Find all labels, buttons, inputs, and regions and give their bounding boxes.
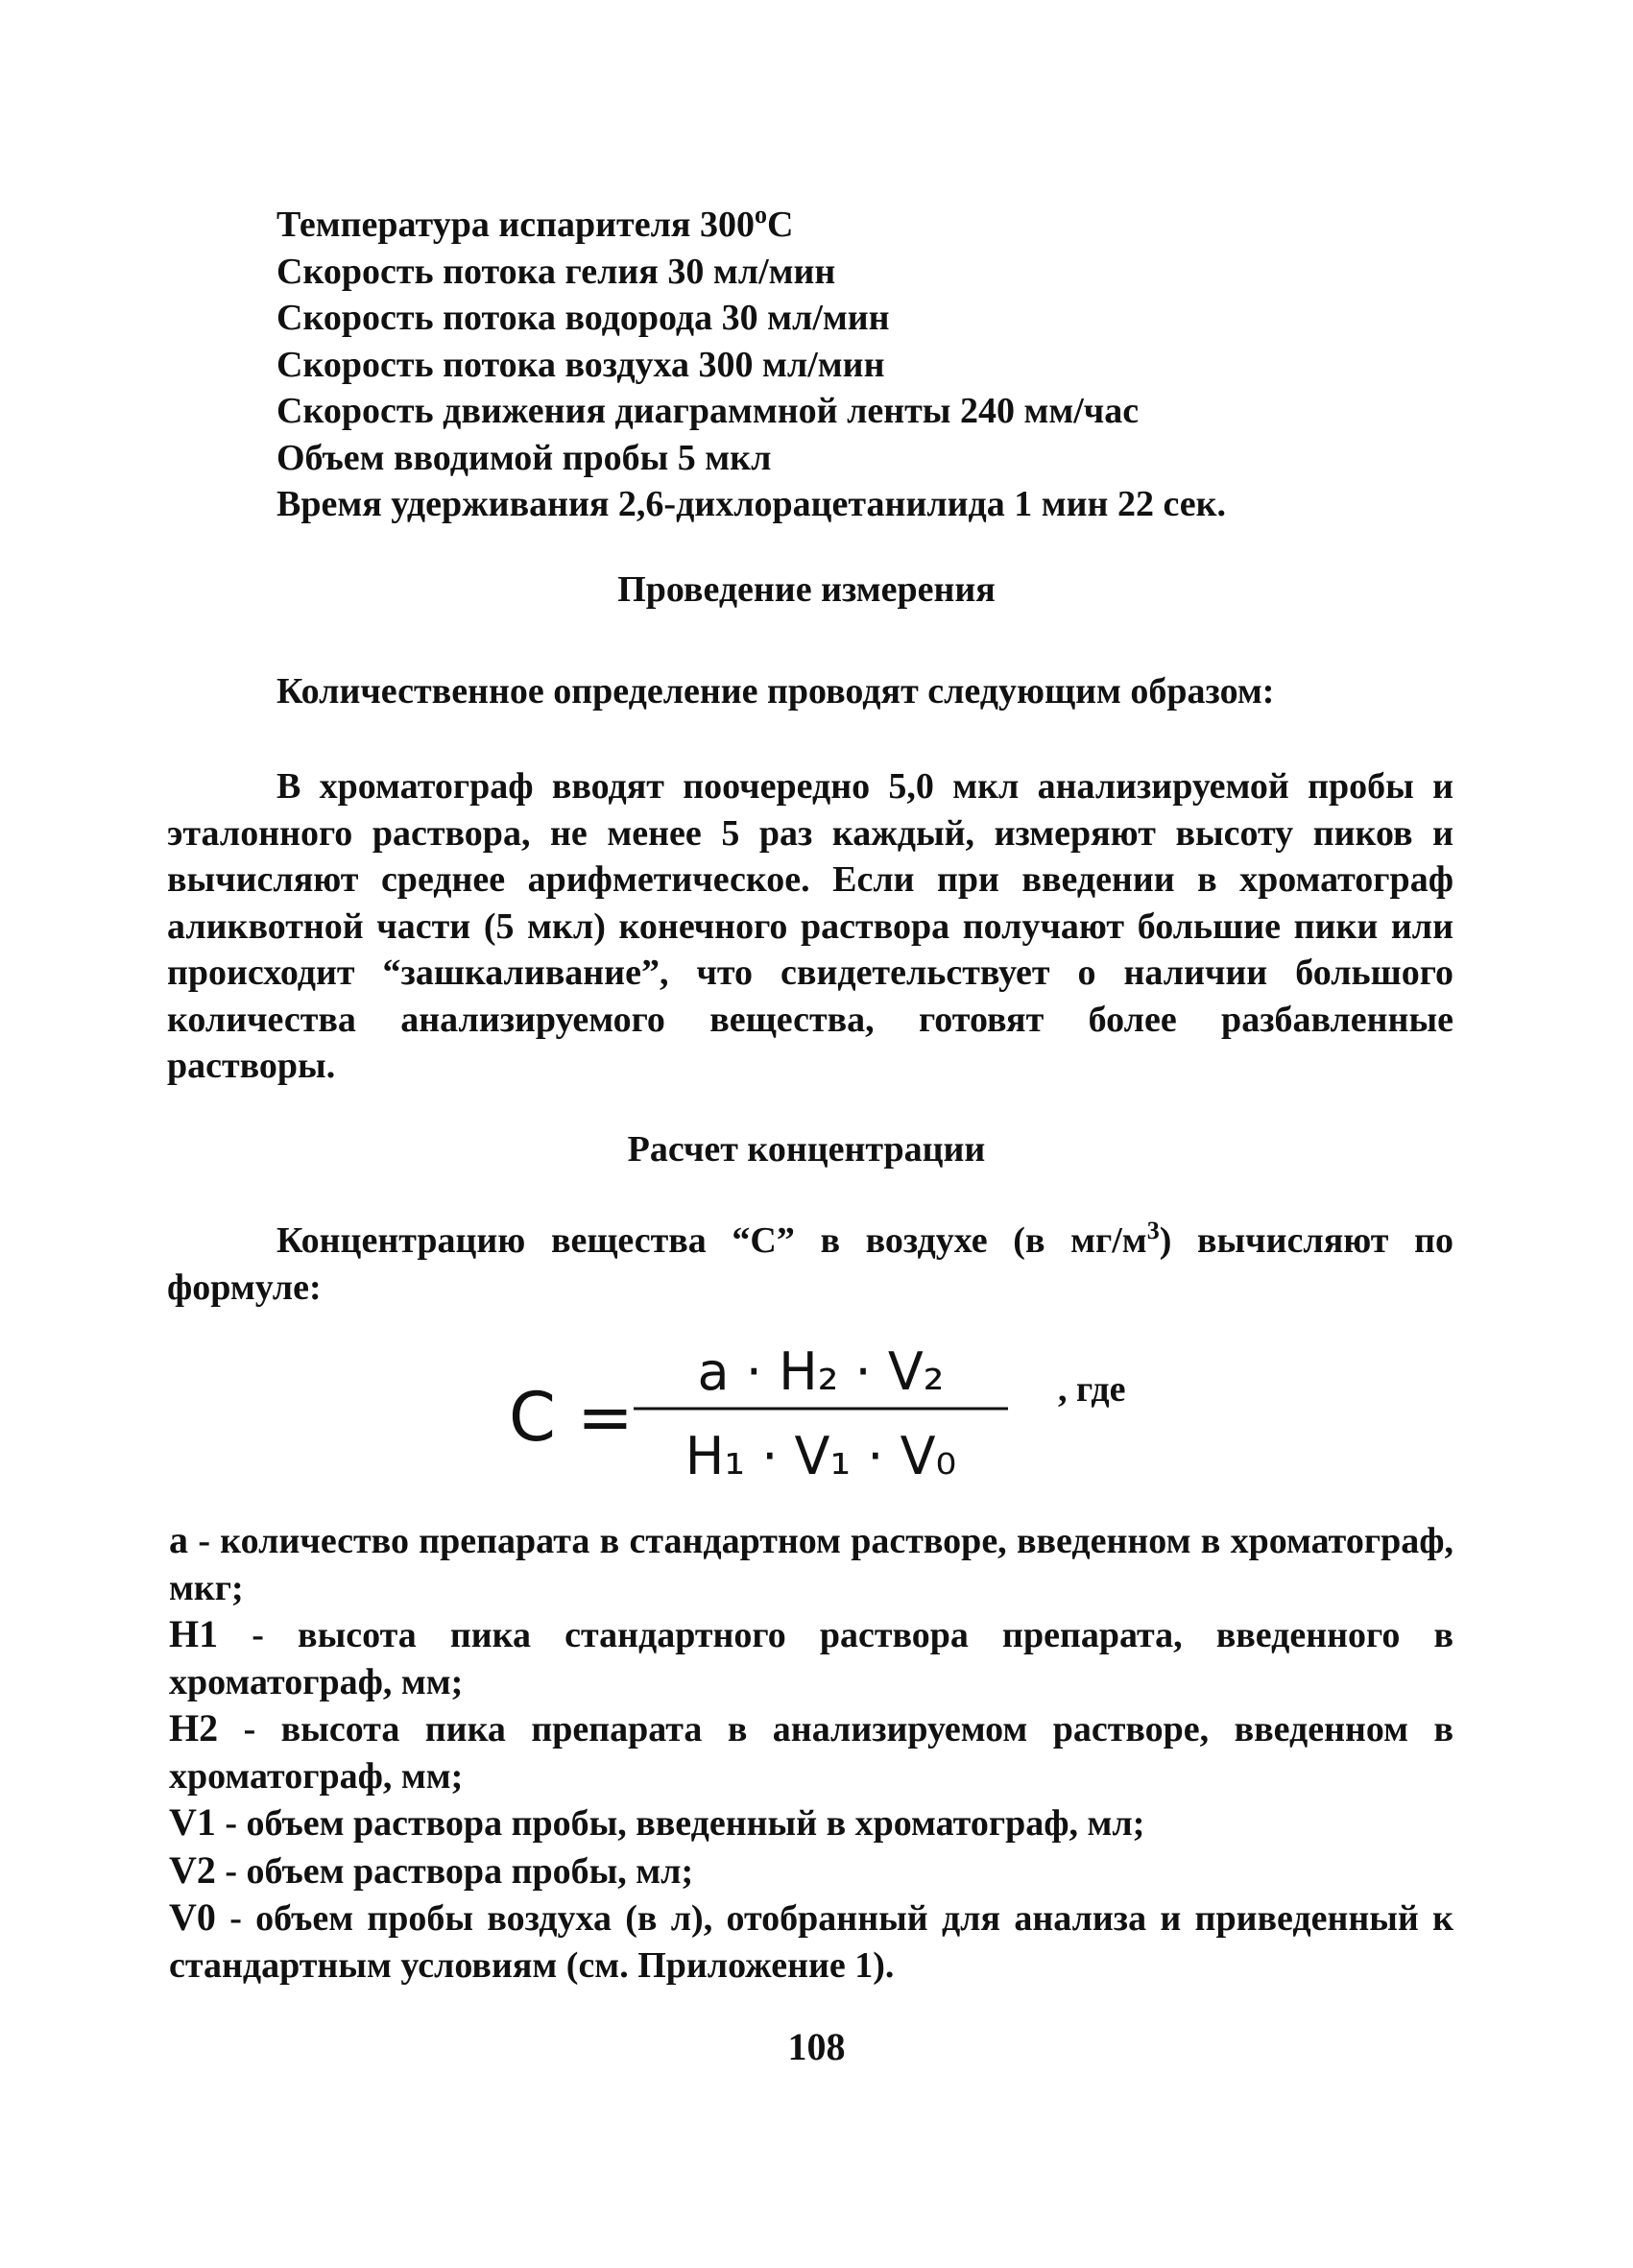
definition-v1	[169, 1799, 1453, 1847]
heading-measurement: Проведение измерения	[617, 569, 996, 610]
definition-symbol: V2	[169, 1847, 216, 1892]
procedure-paragraph: В хроматограф вводят поочередно 5,0 мкл анализируемой пробы и эталонного раствора, не менее 5 раз каждый, измеряют высоту пиков и вычисляют среднее арифметическое. Если при введении в хроматограф аликвотной части (5 мкл) конечного раствора получают большие пики или происходит “зашкаливание”, что свидетельствует о наличии большого количества анализируемого вещества, готовят более разбавленные растворы.	[167, 766, 1453, 1086]
param-line-sample-volume: Объем вводимой пробы 5 мкл	[276, 437, 772, 478]
formula-lhs: C =	[509, 1378, 634, 1457]
definition-text: - объем раствора пробы, мл;	[215, 1850, 694, 1892]
definition-text: - объем пробы воздуха (в л), отобранный для анализа и приведенный к стандартным условиям (см. Приложение 1).	[169, 1898, 1453, 1986]
definition-symbol: Н2	[169, 1706, 219, 1749]
formula-denominator: H₁ · V₁ · V₀	[684, 1426, 957, 1486]
heading-calculation: Расчет концентрации	[627, 1129, 986, 1170]
degree-sup: o	[754, 201, 767, 229]
definition-symbol: а	[169, 1518, 188, 1561]
parameter-list	[276, 202, 1226, 528]
concentration-formula	[499, 1330, 1171, 1493]
param-unit: С	[766, 205, 794, 245]
param-line-chart-speed: Скорость движения диаграммной ленты 240 мм/час	[276, 391, 1140, 431]
param-text: Температура испарителя 300	[276, 205, 755, 245]
definitions-list	[169, 1517, 1453, 1989]
formula-numerator: a · H₂ · V₂	[697, 1341, 945, 1402]
param-line-retention-time: Время удерживания 2,6-дихлорацетанилида 1 мин 22 сек.	[276, 484, 1227, 524]
definition-text: - количество препарата в стандартном растворе, введенном в хроматограф, мкг;	[169, 1521, 1453, 1608]
intro-text-end: ) вычисляют по формуле:	[167, 1220, 1453, 1308]
definition-h2	[169, 1705, 1453, 1799]
definition-text: - высота пика препарата в анализируемом растворе, введенном в хроматограф, мм;	[169, 1709, 1453, 1797]
definition-h1	[169, 1611, 1453, 1705]
definition-symbol: V0	[169, 1895, 216, 1939]
cube-sup: 3	[1146, 1217, 1160, 1244]
param-line-hydrogen-flow: Скорость потока водорода 30 мл/мин	[276, 298, 890, 338]
definition-text: - объем раствора пробы, введенный в хроматограф, мл;	[215, 1803, 1145, 1844]
definition-symbol: Н1	[169, 1612, 219, 1655]
formula-graphic	[499, 1330, 1171, 1493]
formula-where: , где	[1058, 1369, 1126, 1410]
definition-v2	[169, 1847, 1453, 1895]
definition-v0	[169, 1894, 1453, 1989]
param-line-air-flow: Скорость потока воздуха 300 мл/мин	[276, 344, 885, 385]
param-line-evaporator-temp	[276, 202, 1226, 249]
definition-symbol: V1	[169, 1800, 216, 1844]
page-number: 108	[787, 2025, 846, 2068]
heading-quantitative: Количественное определение проводят следующим образом:	[276, 671, 1275, 712]
param-line-helium-flow: Скорость потока гелия 30 мл/мин	[276, 251, 836, 292]
concentration-intro	[167, 1218, 1453, 1311]
intro-text: Концентрацию вещества “С” в воздухе (в мг/м	[276, 1220, 1147, 1261]
definition-text: - высота пика стандартного раствора препарата, введенного в хроматограф, мм;	[169, 1615, 1453, 1702]
definition-a	[169, 1517, 1453, 1611]
